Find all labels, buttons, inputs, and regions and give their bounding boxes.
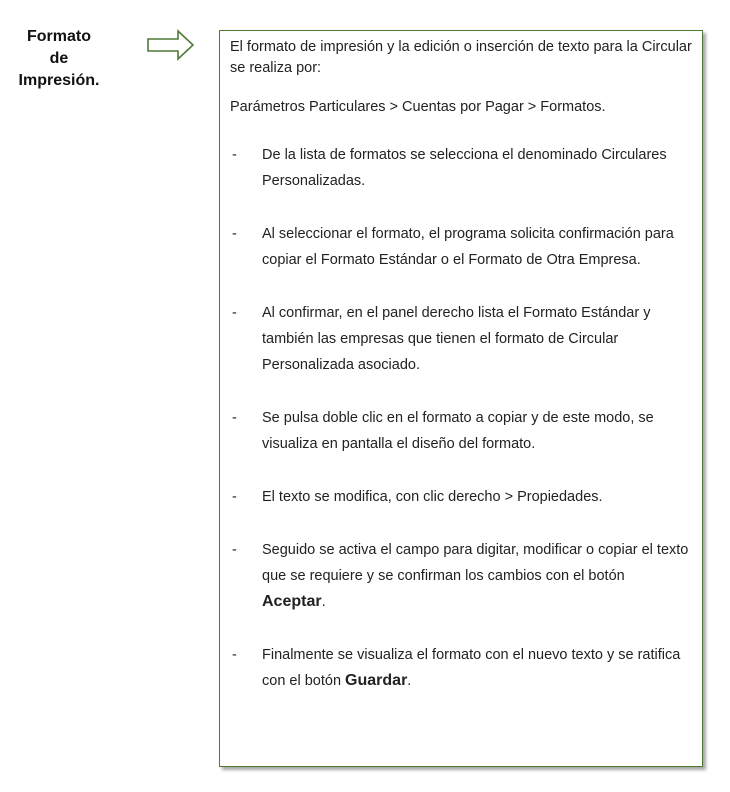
- list-item-text: Se pulsa doble clic en el formato a copiar y de este modo, se visualiza en pantalla el diseño del formato.: [262, 410, 654, 452]
- list-item-text: [262, 542, 688, 610]
- list-item: [230, 642, 692, 694]
- list-item-text-body: Finalmente se visualiza el formato con el nuevo texto y se ratifica con el botón: [262, 647, 681, 689]
- section-heading-line-1: Formato: [27, 28, 91, 45]
- bullet-dash: -: [232, 410, 237, 426]
- list-item: [230, 537, 692, 615]
- guardar-button-label: Guardar: [345, 672, 408, 689]
- list-item: [230, 484, 692, 510]
- list-item: [230, 221, 692, 273]
- list-item-text-end: .: [321, 594, 326, 610]
- section-heading: [4, 26, 114, 92]
- list-item-text: Al confirmar, en el panel derecho lista el Formato Estándar y también las empresas que tienen el formato de Circular Personalizada asociado.: [262, 305, 651, 373]
- list-item-text-end: .: [407, 673, 412, 689]
- right-arrow-icon: [146, 28, 196, 62]
- steps-list: [230, 142, 692, 694]
- list-item: [230, 405, 692, 457]
- content-box: [219, 30, 703, 767]
- list-item-text: Al seleccionar el formato, el programa solicita confirmación para copiar el Formato Estándar o el Formato de Otra Empresa.: [262, 226, 674, 268]
- list-item: [230, 300, 692, 378]
- bullet-dash: -: [232, 489, 237, 505]
- list-item-text-body: Seguido se activa el campo para digitar, modificar o copiar el texto que se requiere y se confirman los cambios con el botón: [262, 542, 689, 584]
- list-item-text: [262, 647, 680, 689]
- bullet-dash: -: [232, 226, 237, 242]
- list-item-text: De la lista de formatos se selecciona el denominado Circulares Personalizadas.: [262, 147, 667, 189]
- bullet-dash: -: [232, 305, 237, 321]
- aceptar-button-label: Aceptar: [262, 593, 322, 610]
- section-heading-line-2: de: [49, 50, 69, 67]
- intro-text: El formato de impresión y la edición o inserción de texto para la Circular se realiza por:: [230, 39, 692, 76]
- menu-path-text: Parámetros Particulares > Cuentas por Pagar > Formatos.: [230, 99, 606, 115]
- bullet-dash: -: [232, 542, 237, 558]
- section-heading-line-3: Impresión.: [18, 72, 100, 89]
- bullet-dash: -: [232, 647, 237, 663]
- list-item-text: El texto se modifica, con clic derecho > Propiedades.: [262, 489, 603, 505]
- list-item: [230, 142, 692, 194]
- bullet-dash: -: [232, 147, 237, 163]
